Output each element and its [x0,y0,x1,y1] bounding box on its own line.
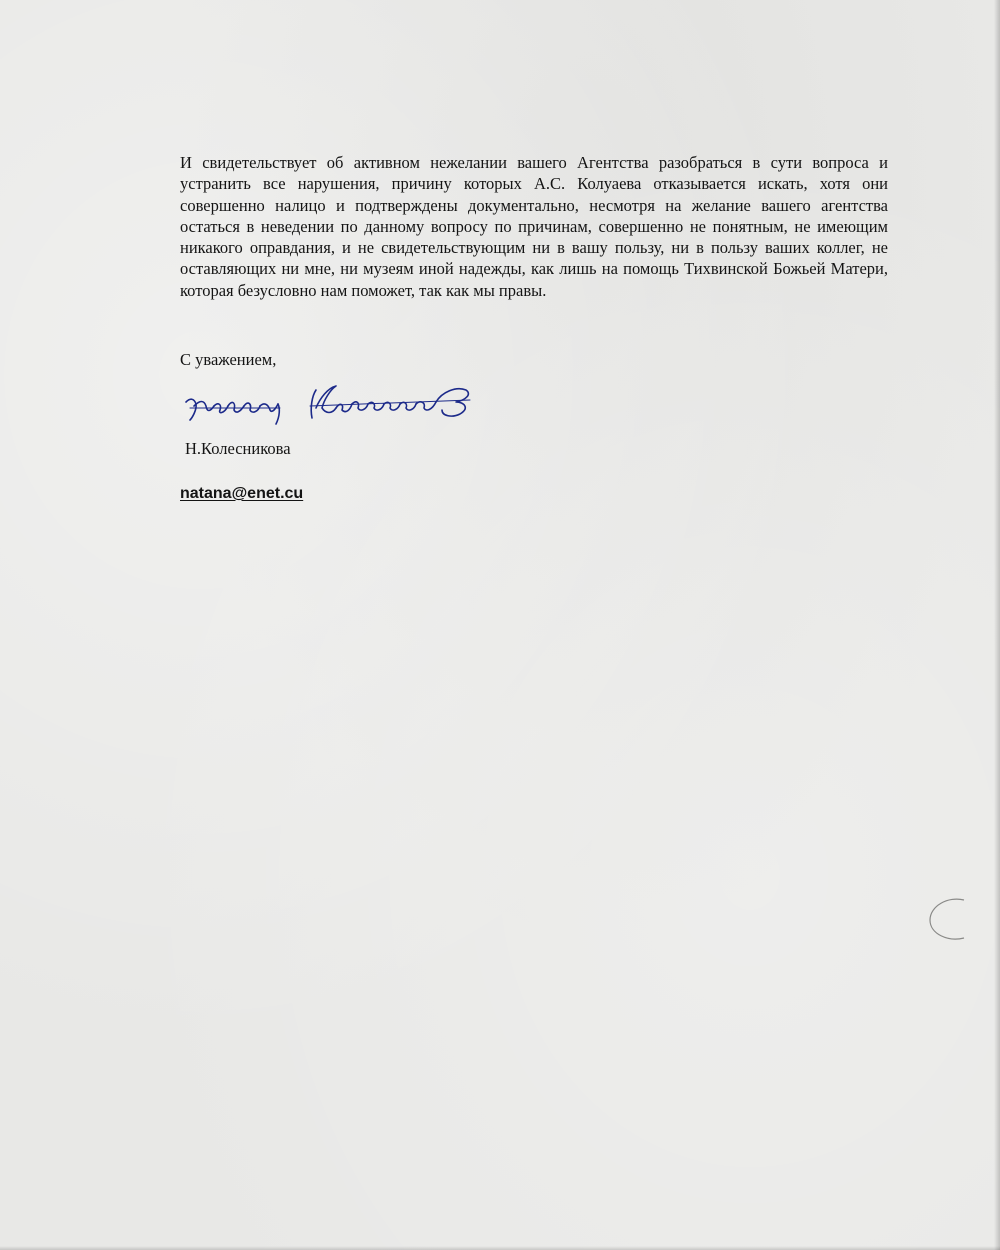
letter-closing: С уважением, [180,350,277,369]
paper-edge-right [994,0,1000,1250]
email-address: natana@enet.cu [180,485,304,502]
signer-name: Н.Колесникова [185,439,291,458]
letter-body: И свидетельствует об активном нежелании вашего Агентства разобраться в сути вопроса и устранить все нарушения, причину которых А.С. Колуаева отказывается искать, хотя они совершенно налицо и подтверждены документально, несмотря на желание вашего агентства остаться в неведении по данному вопросу по причинам, совершенно не понятным, не имеющим никакого оправдания, и не свидетельствующим ни в вашу пользу, ни в пользу ваших коллег, не оставляющих ни мне, ни музеям иной надежды, как лишь на помощь Тихвинской Божьей Матери, которая безусловно нам поможет, так как мы правы. [180,153,888,300]
handwritten-signature [180,378,480,428]
paper-edge-bottom [0,1246,1000,1250]
punch-hole-mark [924,894,972,944]
